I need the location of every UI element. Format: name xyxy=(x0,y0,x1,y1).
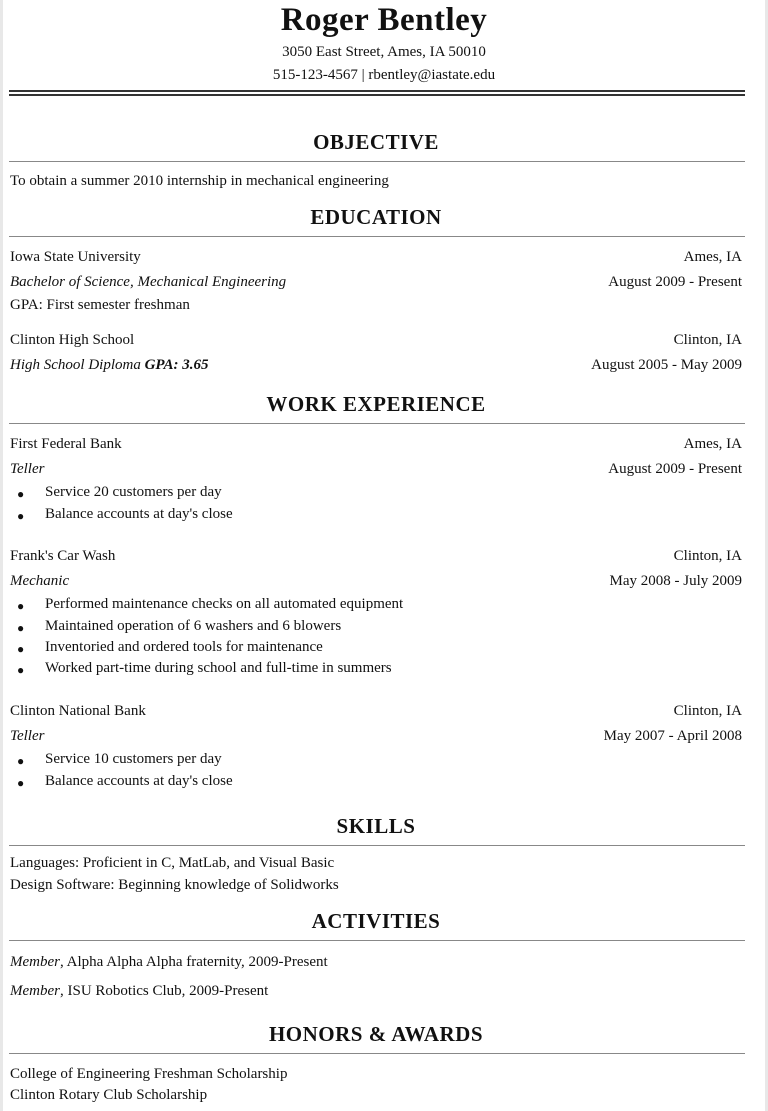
degree: High School Diploma xyxy=(10,357,141,373)
activities-divider xyxy=(9,940,745,941)
job-location: Clinton, IA xyxy=(673,703,742,719)
job-duty: Service 10 customers per day xyxy=(45,751,222,767)
bullet-icon: ● xyxy=(17,776,25,790)
employer: First Federal Bank xyxy=(10,436,122,452)
gpa: GPA: 3.65 xyxy=(144,357,209,373)
job-duty: Performed maintenance checks on all automated equipment xyxy=(45,596,404,612)
honors-heading: HONORS & AWARDS xyxy=(268,1022,484,1046)
degree-line xyxy=(10,357,208,374)
job-duty: Worked part-time during school and full-time in summers xyxy=(45,660,392,676)
job-duty: Inventoried and ordered tools for maintenance xyxy=(45,639,323,655)
job-duty: Balance accounts at day's close xyxy=(45,506,233,522)
activity-role: Member xyxy=(10,983,60,999)
activity-item xyxy=(10,954,328,971)
bullet-icon: ● xyxy=(17,621,25,635)
objective-divider xyxy=(9,161,745,162)
bullet-icon: ● xyxy=(17,509,25,523)
job-location: Ames, IA xyxy=(683,436,742,452)
bullet-icon: ● xyxy=(17,599,25,613)
honors-divider xyxy=(9,1053,745,1054)
honor-item: Clinton Rotary Club Scholarship xyxy=(10,1087,208,1103)
contact-info: 515-123-4567 | rbentley@iastate.edu xyxy=(272,67,496,83)
education-heading: EDUCATION xyxy=(310,205,442,229)
bullet-icon: ● xyxy=(17,487,25,501)
job-dates: May 2007 - April 2008 xyxy=(603,728,742,744)
header-divider-1 xyxy=(9,90,745,92)
activity-role: Member xyxy=(10,954,60,970)
activity-detail: , Alpha Alpha Alpha fraternity, 2009-Present xyxy=(59,954,328,970)
skills-divider xyxy=(9,845,745,846)
resume-name: Roger Bentley xyxy=(280,2,488,38)
education-divider xyxy=(9,236,745,237)
job-title: Teller xyxy=(10,461,45,477)
skill-line: Languages: Proficient in C, MatLab, and Visual Basic xyxy=(10,855,335,871)
job-title: Mechanic xyxy=(10,573,70,589)
school-dates: August 2009 - Present xyxy=(608,274,742,290)
work-heading: WORK EXPERIENCE xyxy=(266,392,486,416)
gpa: GPA: First semester freshman xyxy=(10,297,190,313)
job-title: Teller xyxy=(10,728,45,744)
school-location: Clinton, IA xyxy=(673,332,742,348)
degree: Bachelor of Science, Mechanical Engineering xyxy=(10,274,287,290)
bullet-icon: ● xyxy=(17,663,25,677)
job-duty: Balance accounts at day's close xyxy=(45,773,233,789)
header-divider-2 xyxy=(9,94,745,96)
bullet-icon: ● xyxy=(17,642,25,656)
job-location: Clinton, IA xyxy=(673,548,742,564)
activities-heading: ACTIVITIES xyxy=(311,909,441,933)
school-name: Iowa State University xyxy=(10,249,141,265)
skills-heading: SKILLS xyxy=(336,814,416,838)
job-duty: Service 20 customers per day xyxy=(45,484,222,500)
objective-text: To obtain a summer 2010 internship in mechanical engineering xyxy=(10,173,389,189)
school-location: Ames, IA xyxy=(683,249,742,265)
school-dates: August 2005 - May 2009 xyxy=(591,357,742,373)
employer: Frank's Car Wash xyxy=(10,548,116,564)
resume-page xyxy=(3,0,765,1111)
work-divider xyxy=(9,423,745,424)
school-name: Clinton High School xyxy=(10,332,135,348)
activity-item xyxy=(10,983,268,1000)
job-duty: Maintained operation of 6 washers and 6 blowers xyxy=(45,618,342,634)
job-dates: May 2008 - July 2009 xyxy=(609,573,742,589)
honor-item: College of Engineering Freshman Scholarship xyxy=(10,1066,288,1082)
address: 3050 East Street, Ames, IA 50010 xyxy=(282,44,486,60)
activity-detail: , ISU Robotics Club, 2009-Present xyxy=(59,983,269,999)
objective-heading: OBJECTIVE xyxy=(313,130,439,154)
job-dates: August 2009 - Present xyxy=(608,461,742,477)
employer: Clinton National Bank xyxy=(10,703,146,719)
skill-line: Design Software: Beginning knowledge of Solidworks xyxy=(10,877,339,893)
bullet-icon: ● xyxy=(17,754,25,768)
